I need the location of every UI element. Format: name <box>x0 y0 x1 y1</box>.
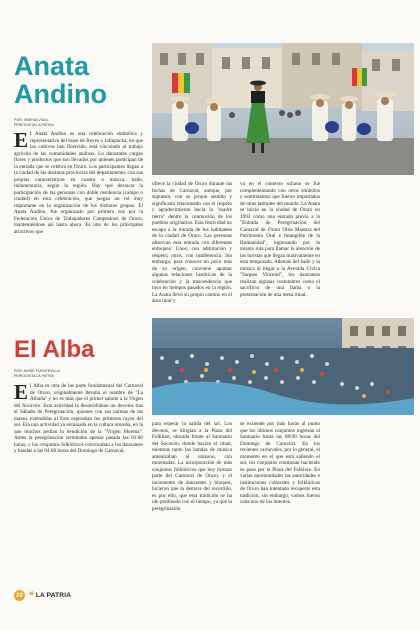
article-column-alba-1: E l Alba es otra de las parte fundamental del Carnaval de Oruro, originalmente llevaba el nombre de "La Albada" y no es más que el primer saludo a la Virgen del Socavón. Esta actividad la desarrollaban un devotos tras el Sábado de Peregrinación, quienes con sus palmas de las manos extendidas al Este esperaban los primeros rayos del sol. Era una actividad ya enraizada en la cultura orureña, en la que muchos pedían la bendición de la "Virgen Morena". Antes la peregrinación terminaba apenas pasada las 01:00 horas, y los conjuntos folklóricos convocaban a los danzantes y bandas a las 04:00 horas del Domingo de Carnaval, <box>14 380 143 454</box>
drop-cap-alba: E <box>14 380 29 404</box>
la-patria-logo <box>29 590 71 601</box>
photo-anata-dancers <box>152 43 414 175</box>
article-column-anata-2: ofrece la ciudad de Oruro durante las fechas de Carnaval, aunque, por supuesto, con su propio sentido y significado relacionado con el respeto y agradecimiento hacia la "madre tierra" dentro la conmoción de los pueblos originarios. Esta festividad no escapa a la mirada de los habitantes de la ciudad de Oruro. Las personas observan esta entrada con diferentes enfoques: Unos, con admiración y respeto; otros, con indiferencia. Sin embargo, para conocer un poco más de su origen, conviene apuntar algunas relaciones históricas de la celebración y la trascendencia que tuvo en tiempos pasados en la región. La Anata llevó su propio camino en el área rural y <box>152 181 232 304</box>
logo-text: LA PATRIA <box>35 592 72 599</box>
byline-alba: POR: ANGIE FUENTEVILLA PERIODISTA LA PATRIA <box>14 369 60 378</box>
byline-anata: POR: XIMENA VIDAL PERIODISTA LA PATRIA <box>14 118 54 127</box>
article-column-anata-3: va en el contexto urbano se fue complementando con otros símbolos y sentimientos que fueron importados de otras latitudes del mundo. La Anata se inició en la ciudad de Oruro en 1993 como una entrada previa a la "Entrada de Peregrinación del Carnaval de Oruro Obra Maestra del Patrimonio Oral e Intangible de la Humanidad", ingresando por la misma ruta para llamar la atención de los turistas que llegan masivamente en esta temporada. Además del baile y la música al llegar a la Avenida Cívica "Saqueo Vincenti", los danzantes realizan algunas costumbres como el sacrificio de una llama o la presentación de una mesa ritual. <box>240 181 320 298</box>
drop-cap-anata: E <box>14 128 29 152</box>
page-number: 20 <box>14 590 25 601</box>
parade-image <box>152 43 414 175</box>
article-column-alba-2: para esperar la salida del sol. Los devotos, se dirigían a la Plaza del Folklore, ubicada frente al Santuario del Socavón, donde hacían el ritual, mientras tanto las bandas de música amenizaban al unísono, con morenadas. La incorporación de más conjuntos folklóricos que hoy forman parte del Carnaval de Oruro, y el incremento de danzantes y bloques, hicieron que la demora del recorrido, es por ello, que esta tradición se ha ido perdiendo con el tiempo, ya que la peregrinación <box>152 421 232 512</box>
article-column-anata-1: E l Anata Andino es una celebración simbólica y representativa del buen de Reyes o Jallupacha, en que los cultivos han florecido, está vinculado al trabajo agrícola de las comunidades andinas. Lo danzantes cargan flores y productos que son llevados por quienes participan de la entrada que se celebra en Oruro. Los participantes llegan a la ciudad de las distintas provincias del departamento, con sus propias características en cuanto a música, baile, indumentaria, según la región. Hay que destacar la participación de las personas con doble residencia (campo o ciudad) en esta celebración, que juegan un rol muy importante en la organización de los distintos grupos. El Anata Andino, fue organizado por primera vez por la Federación Única de Trabajadores Campesinos de Oruro, manteniéndose así hasta ahora. Es uno de los principales atractivos que <box>14 128 143 235</box>
crowd-image <box>152 318 414 415</box>
article-title-alba: El Alba <box>14 336 95 363</box>
page-footer <box>14 590 71 601</box>
logo-mark-icon: ❝ <box>29 590 34 600</box>
photo-alba-crowd <box>152 318 414 415</box>
article-title-anata: Anata Andino <box>14 51 107 109</box>
article-column-alba-3: se extiende por más horas al punto que los últimos conjuntos ingresan al Santuario hasta las 08:00 horas del Domingo de Carnaval. En los recientes carnavales, por lo general, el momento en el que está saliendo el sol, los conjuntos continúan haciendo su paso por la Plaza del Folklore. En varias oportunidades las autoridades e instituciones culturales y folklóricas de Oruro han intentado recuperar esta tradición, sin embargo, vamos fueron cada uno de los intentos. <box>240 421 320 505</box>
